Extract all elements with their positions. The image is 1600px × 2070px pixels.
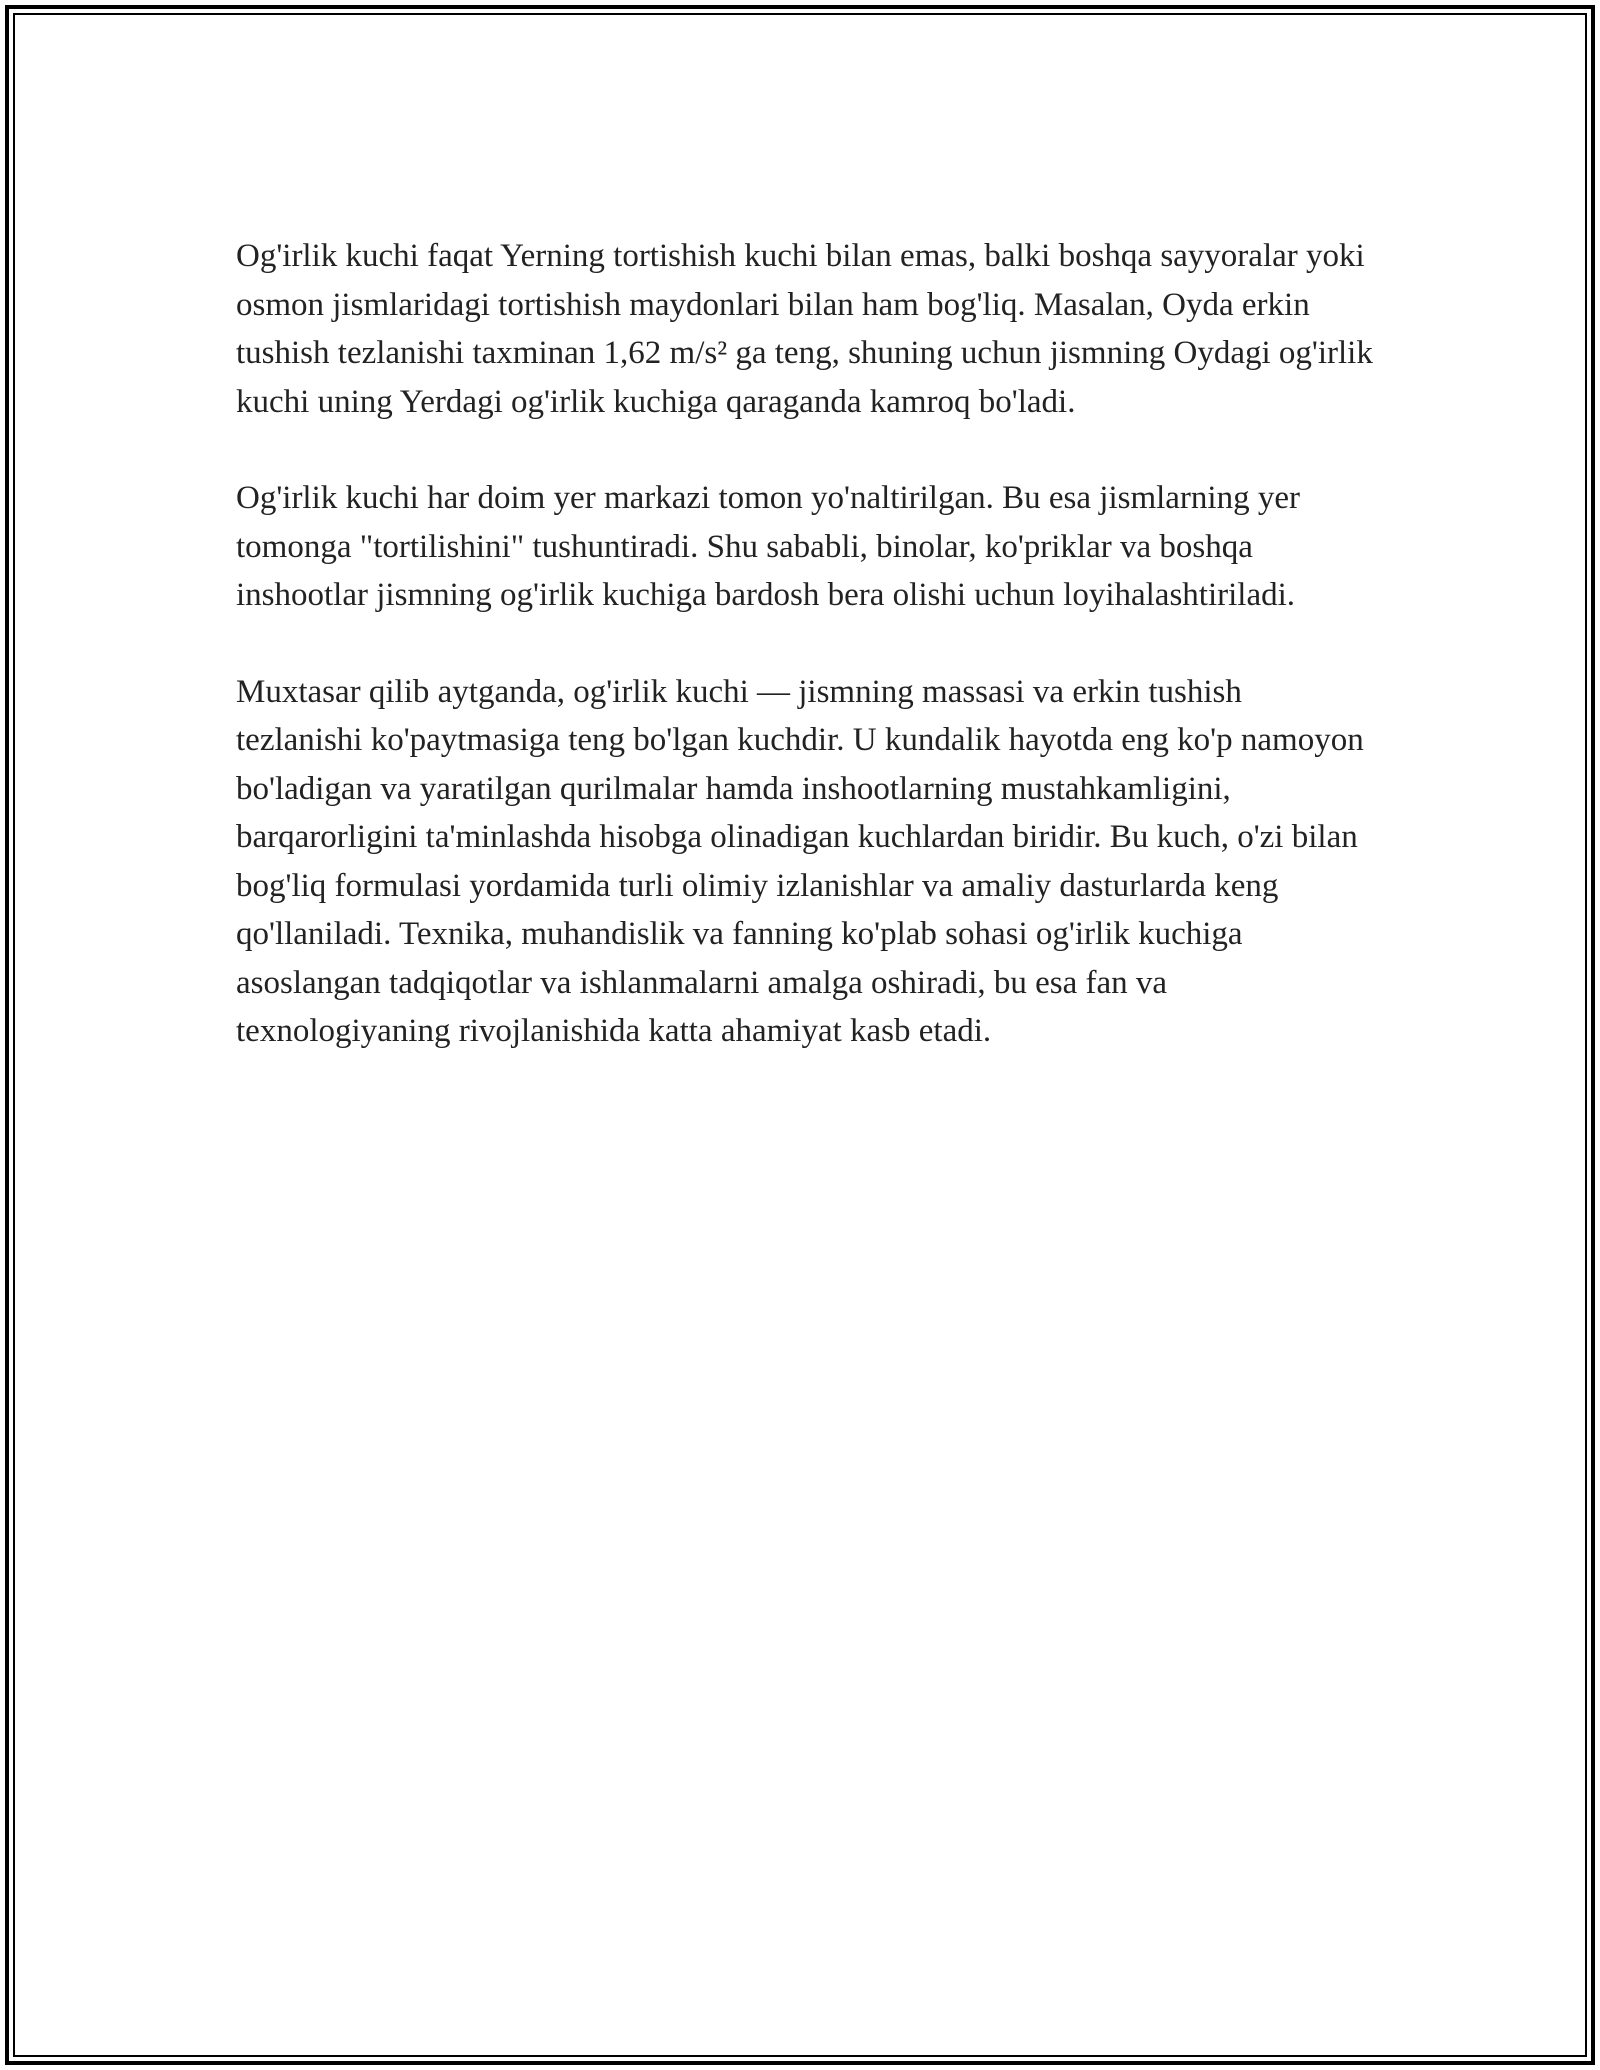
paragraph-2: Og'irlik kuchi har doim yer markazi tomon yo'naltirilgan. Bu esa jismlarning yer tomonga "tortilishini" tushuntiradi. Shu sababli, binolar, ko'priklar va boshqa inshootlar jismning og'irlik kuchiga bardosh bera olishi uchun loyihalashtiriladi. — [236, 480, 1300, 613]
paragraph-3: Muxtasar qilib aytganda, og'irlik kuchi — jismning massasi va erkin tushish tezlanishi ko'paytmasiga teng bo'lgan kuchdir. U kundalik hayotda eng ko'p namoyon bo'ladigan va yaratilgan qurilmalar hamda inshootlarning mustahkamligini, barqarorligini ta'minlashda hisobga olinadigan kuchlardan biridir. Bu kuch, o'zi bilan bog'liq formulasi yordamida turli olimiy izlanishlar va amaliy dasturlarda keng qo'llaniladi. Texnika, muhandislik va fanning ko'plab sohasi og'irlik kuchiga asoslangan tadqiqotlar va ishlanmalarni amalga oshiradi, bu esa fan va texnologiyaning rivojlanishida katta ahamiyat kasb etadi. — [236, 673, 1364, 1049]
paragraph-1: Og'irlik kuchi faqat Yerning tortishish kuchi bilan emas, balki boshqa sayyoralar yoki osmon jismlaridagi tortishish maydonlari bilan ham bog'liq. Masalan, Oyda erkin tushish tezlanishi taxminan 1,62 m/s² ga teng, shuning uchun jismning Oydagi og'irlik kuchi uning Yerdagi og'irlik kuchiga qaraganda kamroq bo'ladi. — [236, 238, 1373, 420]
document-body — [236, 232, 1376, 1104]
